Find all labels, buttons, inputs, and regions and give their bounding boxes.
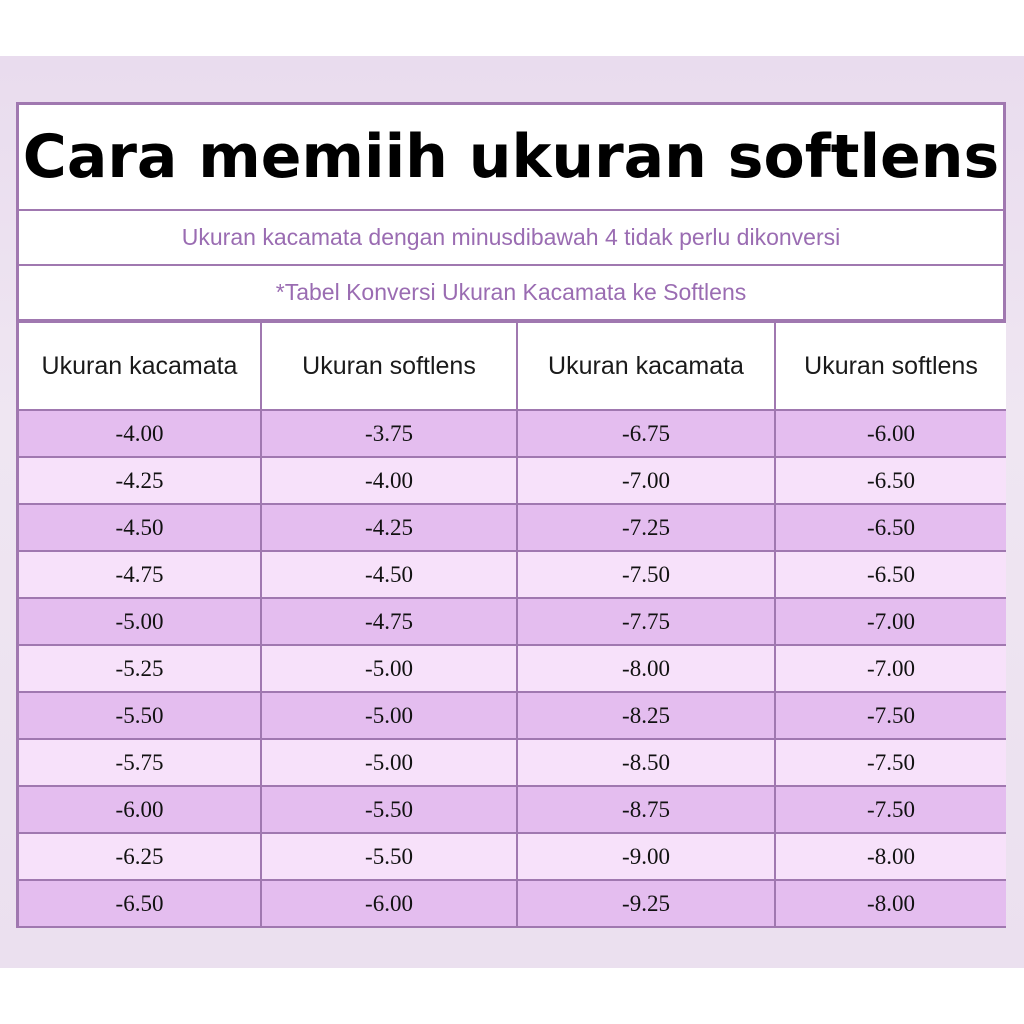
table-row [19,457,1006,504]
table-cell: -4.25 [261,504,517,551]
table-cell: -7.75 [517,598,775,645]
table-cell: -5.50 [261,833,517,880]
table-cell: -9.25 [517,880,775,926]
table-row [19,739,1006,786]
table-cell: -4.00 [19,410,261,457]
table-cell: -6.50 [775,504,1006,551]
conversion-table [19,321,1006,926]
title-row [19,105,1003,211]
table-cell: -7.50 [517,551,775,598]
table-cell: -7.00 [517,457,775,504]
table-cell: -6.00 [19,786,261,833]
table-cell: -6.50 [775,551,1006,598]
table-row [19,786,1006,833]
table-row [19,551,1006,598]
table-cell: -8.75 [517,786,775,833]
table-cell: -8.25 [517,692,775,739]
table-cell: -4.50 [19,504,261,551]
table-row [19,692,1006,739]
table-row [19,645,1006,692]
table-cell: -4.75 [19,551,261,598]
table-row [19,880,1006,926]
note-text-2: *Tabel Konversi Ukuran Kacamata ke Softlens [275,279,747,305]
table-cell: -5.00 [261,739,517,786]
table-cell: -4.75 [261,598,517,645]
table-cell: -5.00 [261,692,517,739]
table-row [19,598,1006,645]
page-title: Cara memiih ukuran softlens [22,122,1000,192]
note-row-1 [19,211,1003,266]
table-cell: -8.00 [775,833,1006,880]
table-cell: -7.00 [775,645,1006,692]
header-softlens-size-2: Ukuran softlens [775,322,1006,410]
table-cell: -6.00 [775,410,1006,457]
table-cell: -8.00 [775,880,1006,926]
table-cell: -5.00 [19,598,261,645]
table-row [19,833,1006,880]
table-cell: -7.50 [775,739,1006,786]
note-row-2 [19,266,1003,321]
table-cell: -5.00 [261,645,517,692]
table-cell: -6.50 [19,880,261,926]
table-cell: -5.75 [19,739,261,786]
table-cell: -6.50 [775,457,1006,504]
header-softlens-size-1: Ukuran softlens [261,322,517,410]
header-glasses-size-1: Ukuran kacamata [19,322,261,410]
note-text-1: Ukuran kacamata dengan minusdibawah 4 tidak perlu dikonversi [181,224,841,250]
table-row [19,410,1006,457]
table-cell: -6.25 [19,833,261,880]
table-cell: -9.00 [517,833,775,880]
table-cell: -7.25 [517,504,775,551]
table-header-row [19,322,1006,410]
table-cell: -8.50 [517,739,775,786]
table-cell: -5.25 [19,645,261,692]
table-cell: -4.50 [261,551,517,598]
table-cell: -4.25 [19,457,261,504]
table-cell: -7.00 [775,598,1006,645]
table-cell: -3.75 [261,410,517,457]
table-cell: -6.00 [261,880,517,926]
table-cell: -5.50 [261,786,517,833]
table-cell: -5.50 [19,692,261,739]
table-row [19,504,1006,551]
header-glasses-size-2: Ukuran kacamata [517,322,775,410]
conversion-sheet [16,102,1006,928]
table-cell: -7.50 [775,692,1006,739]
table-cell: -7.50 [775,786,1006,833]
table-cell: -6.75 [517,410,775,457]
table-cell: -8.00 [517,645,775,692]
table-cell: -4.00 [261,457,517,504]
